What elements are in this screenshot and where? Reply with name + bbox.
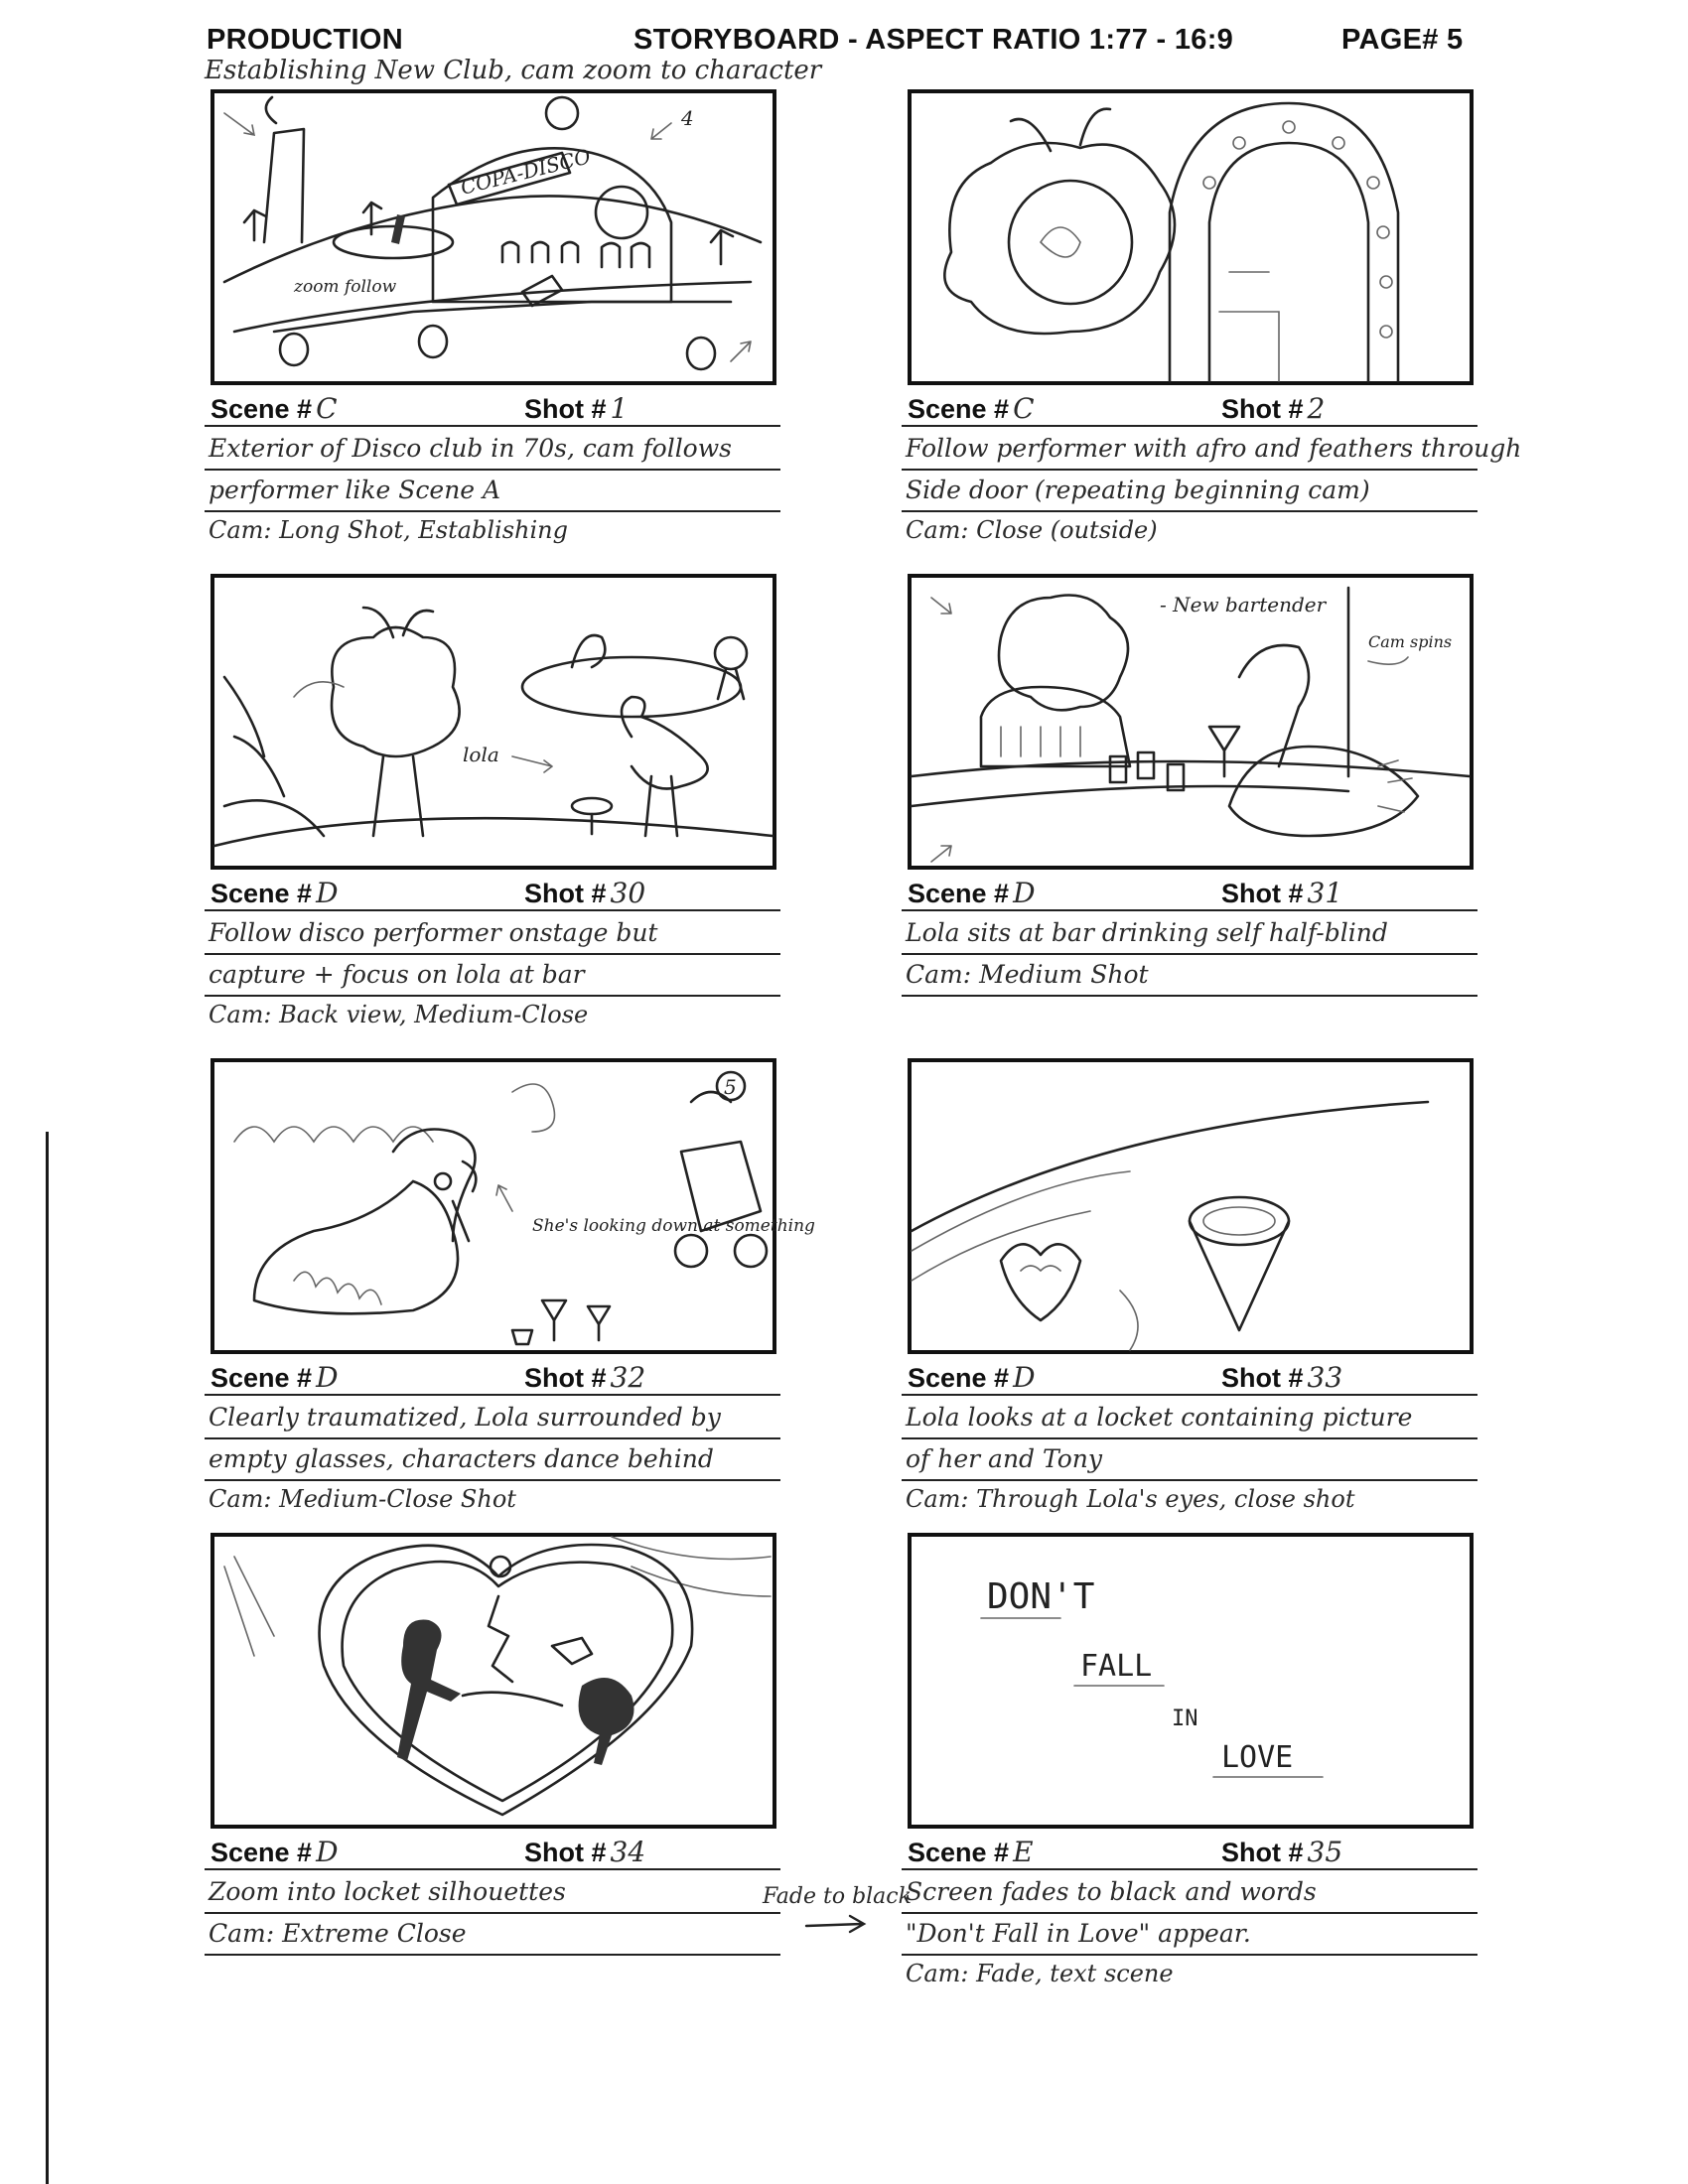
panel-8-note-4: LOVE bbox=[1221, 1740, 1294, 1775]
panel-4-scene: D bbox=[1013, 877, 1036, 909]
panel-2-labels bbox=[902, 389, 1477, 427]
panel-2-scene: C bbox=[1013, 392, 1035, 425]
panel-5-sketch bbox=[214, 1062, 815, 1350]
panel-2-description bbox=[902, 429, 1522, 548]
panel-7-sketch bbox=[214, 1537, 773, 1825]
panel-5-note-1: 5 bbox=[724, 1075, 737, 1099]
panel-3-line-2: capture + focus on lola at bar bbox=[205, 955, 780, 997]
panel-6-scene: D bbox=[1013, 1361, 1036, 1394]
panel-5-cam: Cam: Medium-Close Shot bbox=[209, 1485, 516, 1513]
panel-3-cam: Cam: Back view, Medium-Close bbox=[209, 1001, 589, 1028]
shot-label: Shot # bbox=[524, 1838, 607, 1867]
panel-1-scene: C bbox=[316, 392, 338, 425]
panel-6 bbox=[902, 1021, 1477, 1513]
panel-7-labels bbox=[205, 1833, 780, 1870]
panel-8-line-2: "Don't Fall in Love" appear. bbox=[902, 1914, 1477, 1956]
scene-label: Scene # bbox=[211, 394, 313, 424]
panel-5-line-2: empty glasses, characters dance behind bbox=[205, 1439, 780, 1481]
top-note: Establishing New Club, cam zoom to character bbox=[205, 56, 822, 85]
panel-8-note-1: DON'T bbox=[987, 1576, 1095, 1617]
shot-label: Shot # bbox=[524, 394, 607, 424]
panel-5-note-2: She's looking down at something bbox=[532, 1216, 815, 1236]
panel-3-labels bbox=[205, 874, 780, 911]
panel-1-note-2: 4 bbox=[681, 106, 694, 130]
scene-label: Scene # bbox=[211, 879, 313, 908]
panel-5-line-1: Clearly traumatized, Lola surrounded by bbox=[205, 1398, 780, 1439]
panel-7 bbox=[205, 1495, 780, 1967]
panel-8 bbox=[902, 1495, 1477, 1987]
panel-7-scene: D bbox=[316, 1836, 339, 1868]
panel-6-sketch bbox=[912, 1062, 1470, 1350]
storyboard-label: STORYBOARD - ASPECT RATIO 1:77 - 16:9 bbox=[633, 24, 1234, 56]
panel-8-sketch bbox=[912, 1537, 1470, 1825]
panel-7-description bbox=[205, 1872, 780, 1991]
panel-3-line-1: Follow disco performer onstage but bbox=[205, 913, 780, 955]
panel-3-description bbox=[205, 913, 780, 1032]
panel-6-cam: Cam: Through Lola's eyes, close shot bbox=[906, 1485, 1355, 1513]
panel-2-shot: 2 bbox=[1307, 392, 1326, 425]
panel-8-shot: 35 bbox=[1307, 1836, 1343, 1868]
panel-5-labels bbox=[205, 1358, 780, 1396]
shot-label: Shot # bbox=[1221, 394, 1304, 424]
scene-label: Scene # bbox=[211, 1363, 313, 1393]
panel-1-line-1: Exterior of Disco club in 70s, cam follows bbox=[205, 429, 780, 471]
shot-label: Shot # bbox=[1221, 879, 1304, 908]
panel-2-line-1: Follow performer with afro and feathers through bbox=[902, 429, 1477, 471]
panel-1-description bbox=[205, 429, 780, 548]
panel-5-scene: D bbox=[316, 1361, 339, 1394]
scene-label: Scene # bbox=[908, 879, 1010, 908]
shot-label: Shot # bbox=[524, 1363, 607, 1393]
panel-1-shot: 1 bbox=[610, 392, 629, 425]
panel-5-frame bbox=[211, 1058, 815, 1354]
panel-3-frame bbox=[211, 574, 776, 870]
panel-4 bbox=[902, 536, 1477, 1008]
panel-7-line-1: Zoom into locket silhouettes bbox=[205, 1872, 780, 1914]
panel-1 bbox=[205, 52, 780, 544]
panel-4-sketch bbox=[912, 578, 1470, 866]
panel-4-labels bbox=[902, 874, 1477, 911]
scene-label: Scene # bbox=[908, 1363, 1010, 1393]
scene-label: Scene # bbox=[211, 1838, 313, 1867]
panel-2 bbox=[902, 52, 1522, 544]
panel-1-sketch bbox=[214, 93, 773, 381]
panel-8-note-3: IN bbox=[1172, 1706, 1198, 1731]
panel-2-cam: Cam: Close (outside) bbox=[906, 516, 1158, 544]
scan-edge bbox=[46, 1132, 49, 2184]
panel-5-shot: 32 bbox=[610, 1361, 646, 1394]
page-label: PAGE# bbox=[1341, 24, 1439, 56]
panel-4-line-1: Lola sits at bar drinking self half-blind bbox=[902, 913, 1477, 955]
panel-8-line-1: Screen fades to black and words bbox=[902, 1872, 1477, 1914]
panel-6-frame bbox=[908, 1058, 1474, 1354]
fade-arrow-icon bbox=[802, 1910, 872, 1940]
panel-3-shot: 30 bbox=[610, 877, 646, 909]
panel-8-cam: Cam: Fade, text scene bbox=[906, 1960, 1174, 1987]
panel-8-note-2: FALL bbox=[1080, 1649, 1153, 1684]
panel-8-labels bbox=[902, 1833, 1477, 1870]
panel-7-frame bbox=[211, 1533, 776, 1829]
panel-6-shot: 33 bbox=[1307, 1361, 1343, 1394]
panel-4-description bbox=[902, 913, 1477, 1032]
production-label: PRODUCTION bbox=[207, 24, 403, 56]
panel-4-note-1: - New bartender bbox=[1160, 593, 1327, 616]
panel-1-note-3: zoom follow bbox=[294, 277, 397, 297]
panel-1-cam: Cam: Long Shot, Establishing bbox=[209, 516, 569, 544]
panel-8-scene: E bbox=[1013, 1836, 1034, 1868]
panel-3-note-1: lola bbox=[463, 743, 499, 766]
panel-3 bbox=[205, 536, 780, 1028]
panel-8-description bbox=[902, 1872, 1477, 1991]
panel-4-shot: 31 bbox=[1307, 877, 1343, 909]
scene-label: Scene # bbox=[908, 394, 1010, 424]
scene-label: Scene # bbox=[908, 1838, 1010, 1867]
shot-label: Shot # bbox=[1221, 1363, 1304, 1393]
panel-1-frame bbox=[211, 89, 776, 385]
shot-label: Shot # bbox=[1221, 1838, 1304, 1867]
panel-1-line-2: performer like Scene A bbox=[205, 471, 780, 512]
page-number: 5 bbox=[1447, 24, 1464, 56]
panel-7-cam bbox=[205, 1956, 780, 1991]
panel-4-note-2: Cam spins bbox=[1368, 632, 1453, 651]
panel-3-sketch bbox=[214, 578, 773, 866]
panel-7-line-2: Cam: Extreme Close bbox=[205, 1914, 780, 1956]
panel-2-line-2: Side door (repeating beginning cam) bbox=[902, 471, 1477, 512]
panel-6-line-1: Lola looks at a locket containing picture bbox=[902, 1398, 1477, 1439]
panel-1-note-1: COPA-DISCO bbox=[458, 144, 594, 200]
panel-4-line-2: Cam: Medium Shot bbox=[902, 955, 1477, 997]
shot-label: Shot # bbox=[524, 879, 607, 908]
panel-4-frame bbox=[908, 574, 1474, 870]
panel-2-sketch bbox=[912, 93, 1470, 381]
panel-6-line-2: of her and Tony bbox=[902, 1439, 1477, 1481]
panel-6-labels bbox=[902, 1358, 1477, 1396]
panel-3-scene: D bbox=[316, 877, 339, 909]
panel-5 bbox=[205, 1021, 815, 1513]
panel-7-shot: 34 bbox=[610, 1836, 646, 1868]
panel-1-labels bbox=[205, 389, 780, 427]
panel-2-frame bbox=[908, 89, 1474, 385]
fade-note: Fade to black bbox=[763, 1884, 912, 1909]
panel-8-frame bbox=[908, 1533, 1474, 1829]
